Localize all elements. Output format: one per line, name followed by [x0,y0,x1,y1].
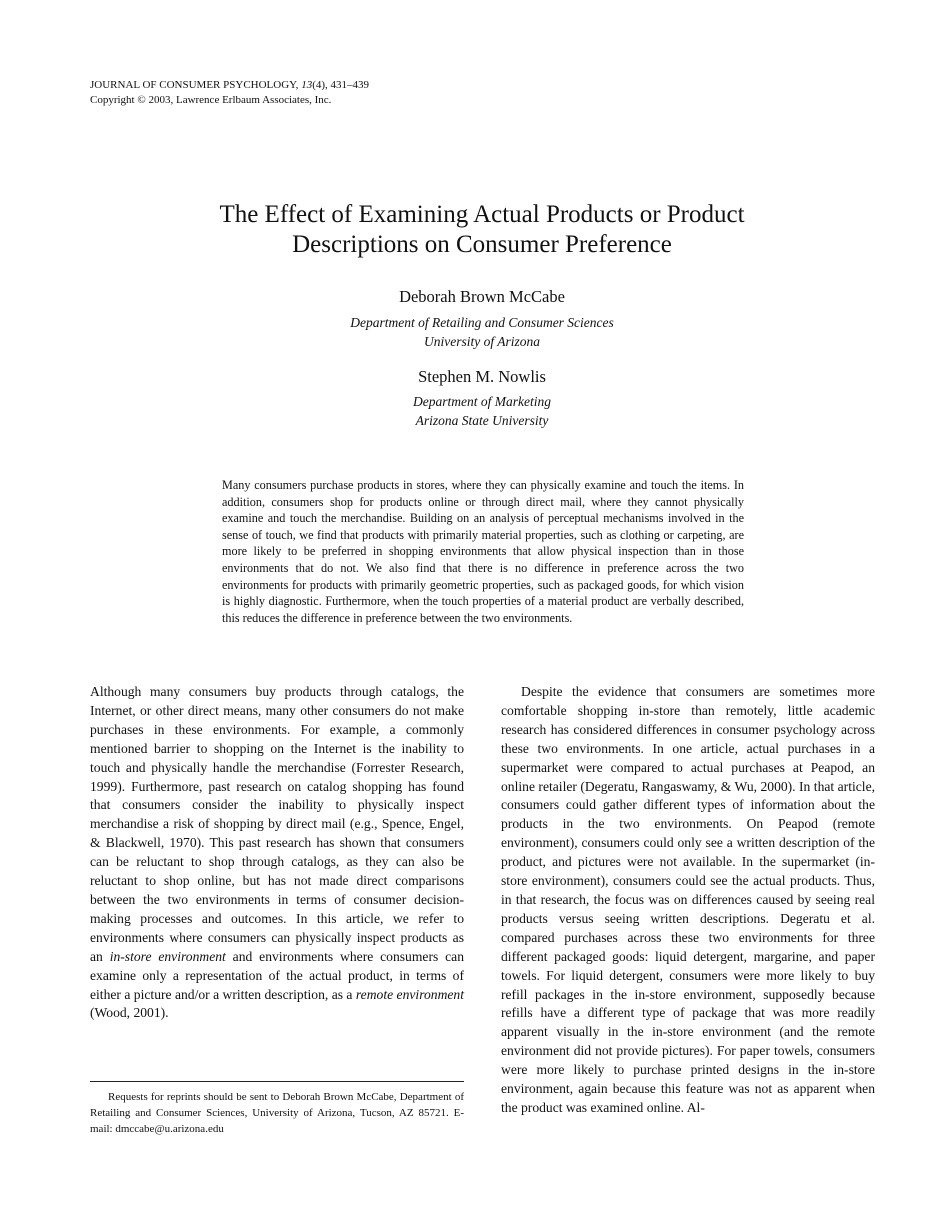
intro-paragraph [90,683,464,1023]
abstract: Many consumers purchase products in stores, where they can physically examine and touch the items. In addition, consumers shop for products online or through direct mail, where they cannot physically examine and touch the merchandise. Building on an analysis of perceptual mechanisms involved in the sense of touch, we find that products with primarily material properties, such as clothing or carpeting, are more likely to be preferred in shopping environments that allow physical inspection than in those environments that do not. We also find that there is no difference in preference across the two environments for products with primarily geometric properties, such as packaged goods, for which vision is highly diagnostic. Furthermore, when the touch properties of a material product are verbally described, this reduces the difference in preference between the two environments. [222,478,744,625]
intro-text-b: and environments where consumers can examine only a representation of the actual product, in terms of either a picture and/or a written description, as a [90,948,464,1002]
term-in-store-environment: in-store environment [109,948,226,964]
article-title [100,200,864,260]
author-institution: Arizona State University [415,413,549,428]
copyright-line: Copyright © 2003, Lawrence Erlbaum Associates, Inc. [90,94,332,106]
author-institution: University of Arizona [424,334,540,349]
journal-citation [90,78,369,93]
journal-header [90,78,369,108]
journal-name: JOURNAL OF CONSUMER PSYCHOLOGY, [90,79,302,91]
author-name: Stephen M. Nowlis [418,367,546,386]
title-line-2: Descriptions on Consumer Preference [292,231,672,258]
author-department: Department of Marketing [413,394,551,409]
author-1 [200,287,764,351]
intro-text-c: (Wood, 2001). [90,1005,169,1021]
body-column-right [501,683,875,1118]
body-column-left [90,683,464,1023]
journal-volume: 13 [301,79,313,91]
reprint-footnote: Requests for reprints should be sent to Deborah Brown McCabe, Department of Retailing and Consumer Sciences, University of Arizona, Tucson, AZ 85721. E-mail: dmccabe@u.arizona.edu [90,1091,464,1135]
author-name: Deborah Brown McCabe [399,287,565,306]
title-line-1: The Effect of Examining Actual Products or Product [219,201,745,228]
author-2 [200,367,764,430]
author-department: Department of Retailing and Consumer Sciences [350,315,614,330]
journal-issue-pages: (4), 431–439 [312,79,370,91]
footnote-divider [90,1081,464,1082]
intro-text-a: Although many consumers buy products through catalogs, the Internet, or other direct means, many other consumers do not make purchases in these environments. For example, a commonly mentioned barrier to shopping on the Internet is the inability to touch and physically handle the merchandise (Forrester Research, 1999). Furthermore, past research on catalog shopping has found that consumers consider the inability to physically inspect merchandise a risk of shopping by direct mail (e.g., Spence, Engel, & Blackwell, 1970). This past research has shown that consumers can be reluctant to shop through catalogs, as they can also be reluctant to shop online, but has not made direct comparisons between the two environments in terms of consumer decision-making processes and outcomes. In this article, we refer to environments where consumers can physically inspect products as an [90,684,464,964]
body-paragraph: Despite the evidence that consumers are sometimes more comfortable shopping in-store than remotely, little academic research has considered differences in consumer psychology across these two environments. In one article, actual purchases in a supermarket were compared to actual purchases at Peapod, an online retailer (Degeratu, Rangaswamy, & Wu, 2000). In that article, consumers could gather different types of information about the products in the two environments. On Peapod (remote environment), consumers could only see a written description of the product, and pictures were not available. In the supermarket (in-store environment), consumers could see the actual products. Thus, in that research, the focus was on differences caused by seeing real products versus seeing written descriptions. Degeratu et al. compared purchases across these two environments for three different packaged goods: liquid detergent, margarine, and paper towels. For liquid detergent, consumers were more likely to buy refill packages in the in-store environment, supposedly because refills have a different type of package that was more readily apparent visually in the in-store environment (and the remote environment did not provide pictures). For paper towels, consumers were more likely to purchase printed designs in the in-store environment, again because this feature was not as apparent when the product was examined online. Al- [501,684,875,1115]
term-remote-environment: remote environment [355,986,464,1002]
